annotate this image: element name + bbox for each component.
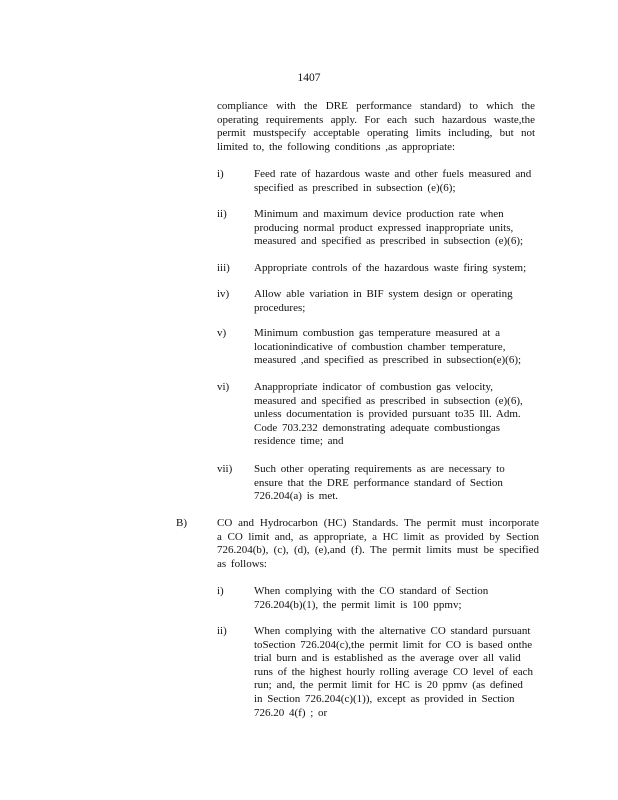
condition-text: Anappropriate indicator of combustion gas velocity, measured and specified as prescribed in subsection (e)(6), unless documentation is provided pursuant to35 Ill. Adm. Code 703.232 demonstrating adequate combustiongas residence time; and [254, 381, 523, 448]
condition-number: v) [217, 327, 227, 339]
section-b-text: CO and Hydrocarbon (HC) Standards. The permit must incorporate a CO limit and, as appropriate, a HC limit as provided by Section 726.204(b), (c), (d), (e),and (f). The permit limits must be specified as follows: [217, 517, 539, 570]
condition-number: iv) [217, 288, 230, 300]
condition-text: Minimum combustion gas temperature measured at a locationindicative of combustion chamber temperature, measured ,and specified as prescribed in subsection(e)(6); [254, 327, 522, 367]
condition-number: iii) [217, 262, 230, 274]
b-item-number: ii) [217, 625, 227, 637]
condition-number: vi) [217, 381, 230, 393]
condition-number: ii) [217, 208, 227, 220]
b-item-text: When complying with the CO standard of Section 726.204(b)(1), the permit limit is 100 ppmv; [254, 585, 489, 611]
section-b-number: B) [176, 517, 187, 529]
condition-text: Feed rate of hazardous waste and other fuels measured and specified as prescribed in subsection (e)(6); [254, 168, 532, 194]
condition-text: Minimum and maximum device production rate when producing normal product expressed inappropriate units, measured and specified as prescribed in subsection (e)(6); [254, 208, 524, 248]
condition-number: vii) [217, 463, 233, 475]
condition-text: Allow able variation in BIF system design or operating procedures; [254, 288, 513, 314]
intro-paragraph: compliance with the DRE performance standard) to which the operating requirements apply. For each such hazardous waste,the permit mustspecify acceptable operating limits including, but not limited to, the following conditions ,as appropriate: [217, 100, 535, 153]
b-item-number: i) [217, 585, 224, 597]
condition-text: Appropriate controls of the hazardous waste firing system; [254, 262, 527, 274]
condition-number: i) [217, 168, 224, 180]
page-number: 1407 [297, 72, 321, 84]
b-item-text: When complying with the alternative CO standard pursuant toSection 726.204(c),the permit limit for CO is based onthe trial burn and is established as the average over all valid runs of the highest hourly rolling average CO level of each run; and, the permit limit for HC is 20 ppmv (as defined in Section 726.204(c)(1)), except as provided in Section 726.20 4(f) ; or [254, 625, 534, 719]
condition-text: Such other operating requirements as are necessary to ensure that the DRE performance standard of Section 726.204(a) is met. [254, 463, 505, 503]
